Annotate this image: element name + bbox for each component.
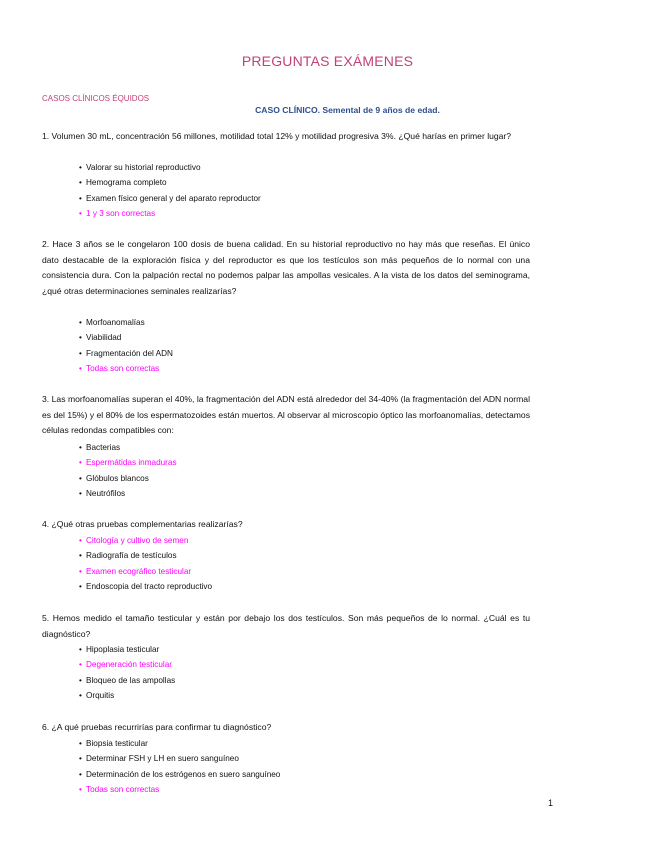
correct-option: • Todas son correctas bbox=[79, 361, 173, 376]
option: • Neutrófilos bbox=[79, 486, 177, 501]
question-1-options bbox=[79, 160, 261, 222]
option: • Orquitis bbox=[79, 688, 175, 703]
option: • Endoscopia del tracto reproductivo bbox=[79, 579, 212, 594]
option: • Fragmentación del ADN bbox=[79, 346, 173, 361]
question-3-text: 3. Las morfoanomalías superan el 40%, la fragmentación del ADN está alrededor del 34-40% (la fragmentación del ADN normal es del 15%) y el 80% de los espermatozoides están muertos. Al observar al microscopio óptico las morfoanomalías, detectamos células redondas compatibles con: bbox=[42, 394, 530, 435]
page-title: PREGUNTAS EXÁMENES bbox=[241, 53, 414, 69]
question-1-text: 1. Volumen 30 mL, concentración 56 millones, motilidad total 12% y motilidad progresiva 3%. ¿Qué harías en primer lugar? bbox=[42, 131, 512, 141]
option: • Hipoplasia testicular bbox=[79, 642, 175, 657]
option: • Determinación de los estrógenos en suero sanguíneo bbox=[79, 767, 280, 782]
option: • Hemograma completo bbox=[79, 175, 261, 190]
correct-option: • Examen ecográfico testicular bbox=[79, 564, 212, 579]
correct-option: • Espermátidas inmaduras bbox=[79, 455, 177, 470]
correct-option: • Citología y cultivo de semen bbox=[79, 533, 212, 548]
correct-option: • Degeneración testicular bbox=[79, 657, 175, 672]
correct-option: • 1 y 3 son correctas bbox=[79, 206, 261, 221]
option: • Glóbulos blancos bbox=[79, 471, 177, 486]
question-5-text: 5. Hemos medido el tamaño testicular y están por debajo los dos testículos. Son más pequeños de lo normal. ¿Cuál es tu diagnóstico? bbox=[42, 613, 530, 639]
correct-option: • Todas son correctas bbox=[79, 782, 280, 797]
option: • Bacterias bbox=[79, 440, 177, 455]
section-heading: CASOS CLÍNICOS ÉQUIDOS bbox=[42, 94, 150, 103]
option: • Determinar FSH y LH en suero sanguíneo bbox=[79, 751, 280, 766]
case-title: CASO CLÍNICO. Semental de 9 años de edad. bbox=[255, 105, 440, 115]
page-number: 1 bbox=[548, 798, 554, 808]
option: • Valorar su historial reproductivo bbox=[79, 160, 261, 175]
question-2-options bbox=[79, 315, 173, 377]
option: • Viabilidad bbox=[79, 330, 173, 345]
option: • Radiografía de testículos bbox=[79, 548, 212, 563]
question-4-text: 4. ¿Qué otras pruebas complementarias realizarías? bbox=[42, 519, 243, 529]
question-2-text: 2. Hace 3 años se le congelaron 100 dosis de buena calidad. En su historial reproductivo no hay más que reseñas. El único dato destacable de la exploración física y del reproductor es que los testículos son más pequeños de lo normal con una consistencia dura. Con la palpación rectal no podemos palpar las ampollas vesicales. A la vista de los datos del seminograma, ¿qué otras determinaciones seminales realizarías? bbox=[42, 239, 530, 296]
question-5-options bbox=[79, 642, 175, 704]
question-3-options bbox=[79, 440, 177, 502]
option: • Examen físico general y del aparato reproductor bbox=[79, 191, 261, 206]
option: • Bloqueo de las ampollas bbox=[79, 673, 175, 688]
option: • Biopsia testicular bbox=[79, 736, 280, 751]
option: • Morfoanomalías bbox=[79, 315, 173, 330]
question-6-options bbox=[79, 736, 280, 798]
question-6-text: 6. ¿A qué pruebas recurrirías para confirmar tu diagnóstico? bbox=[42, 722, 272, 732]
question-4-options bbox=[79, 533, 212, 595]
